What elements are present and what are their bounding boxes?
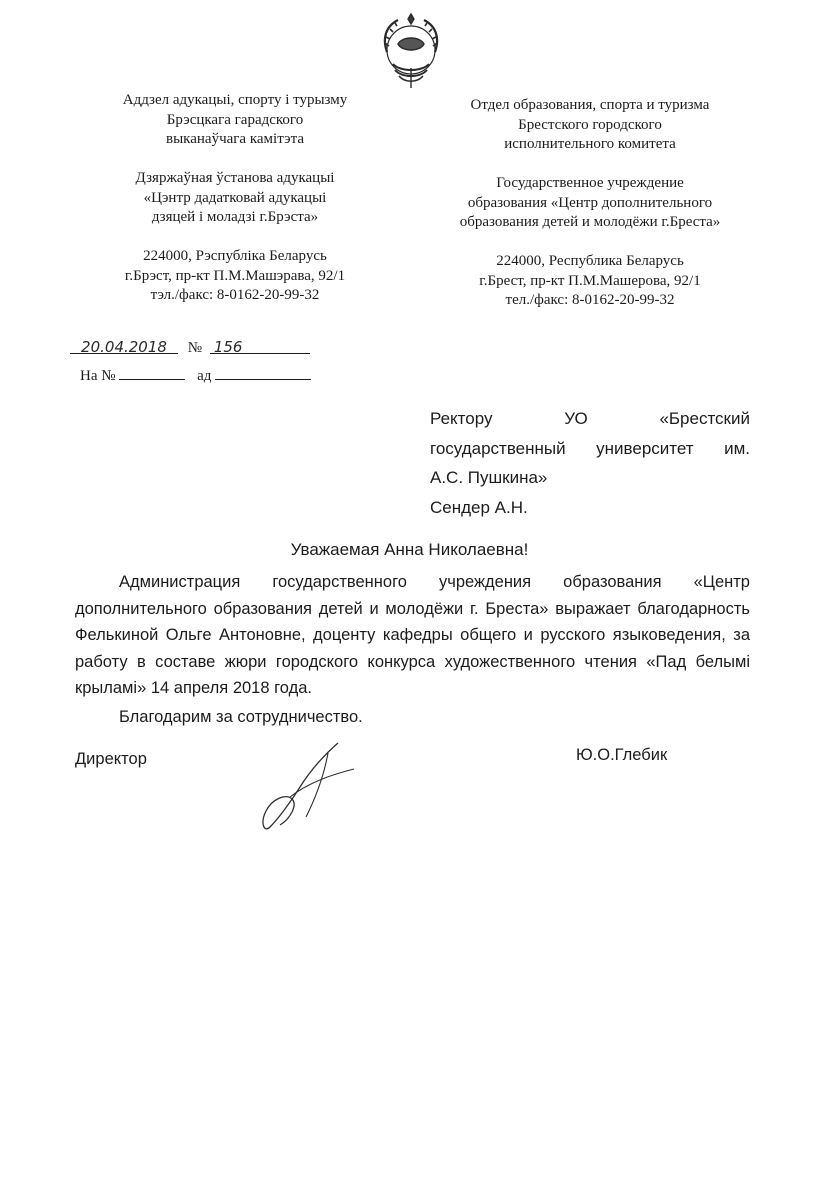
address-be	[70, 247, 400, 306]
institution-ru-line: образования детей и молодёжи г.Бреста»	[459, 214, 721, 230]
department-be	[70, 91, 400, 150]
header-belarusian	[70, 91, 400, 306]
recipient-name: Сендер А.Н.	[430, 497, 528, 517]
recipient-line	[430, 404, 750, 434]
address-ru	[410, 252, 770, 311]
address-ru-line: тел./факс: 8-0162-20-99-32	[505, 292, 675, 308]
registration-date: 20.04.2018	[81, 338, 167, 356]
institution-be-line: дзяцей і моладзі г.Брэста»	[151, 209, 319, 225]
letter-body	[75, 569, 750, 730]
reply-to-label: На №	[80, 368, 116, 384]
address-be-line: г.Брэст, пр-кт П.М.Машэрава, 92/1	[124, 267, 346, 284]
body-paragraph: Благодарим за сотрудничество.	[119, 707, 363, 726]
address-ru-line: 224000, Республика Беларусь	[496, 253, 684, 269]
institution-ru	[410, 174, 770, 233]
state-emblem-icon	[368, 8, 454, 94]
department-be-line: выканаўчага камітэта	[166, 131, 304, 147]
reply-reference-line	[70, 364, 311, 385]
signatory-title: Директор	[75, 750, 147, 768]
institution-be-line: «Цэнтр дадатковай адукацыі	[143, 189, 327, 206]
institution-be-line: Дзяржаўная ўстанова адукацыі	[135, 170, 335, 186]
department-ru	[410, 96, 770, 155]
recipient-block	[430, 404, 750, 522]
address-be-line: тэл./факс: 8-0162-20-99-32	[150, 287, 320, 303]
department-ru-line: Отдел образования, спорта и туризма	[470, 97, 710, 113]
department-be-line: Брэсцкага гарадского	[166, 111, 304, 128]
registration-date-field	[70, 338, 178, 354]
address-be-line: 224000, Рэспубліка Беларусь	[143, 248, 327, 264]
body-paragraph: Администрация государственного учреждения образования «Центр дополнительного образования детей и молодёжи г. Бреста» выражает благодарность Фелькиной Ольге Антоновне, доценту кафедры общего и русского языковедения, за работу в составе жюри городского конкурса художественного чтения «Пад белымі крыламі» 14 апреля 2018 года.	[75, 573, 750, 697]
registration-number: 156	[213, 338, 243, 356]
registration-number-field	[210, 338, 310, 354]
institution-be	[70, 169, 400, 228]
recipient-line: А.С. Пушкина»	[430, 468, 548, 487]
recipient-word: УО	[564, 409, 588, 428]
header-russian	[410, 96, 770, 311]
address-ru-line: г.Брест, пр-кт П.М.Машерова, 92/1	[479, 272, 701, 289]
recipient-word: Ректору	[430, 409, 493, 428]
institution-ru-line: образования «Центр дополнительного	[467, 194, 713, 211]
signatory-name: Ю.О.Глебик	[576, 746, 668, 764]
number-sign: №	[187, 340, 203, 356]
handwritten-signature-icon	[250, 735, 370, 835]
department-be-line: Аддзел адукацыі, спорту і турызму	[122, 92, 348, 108]
recipient-line: государственный университет им.	[430, 438, 750, 458]
recipient-word: «Брестский	[659, 409, 750, 428]
salutation: Уважаемая Анна Николаевна!	[290, 540, 529, 559]
reply-date-field	[215, 364, 311, 380]
from-label: ад	[197, 368, 212, 384]
reply-number-field	[119, 364, 185, 380]
department-ru-line: Брестского городского	[518, 116, 662, 133]
department-ru-line: исполнительного комитета	[504, 136, 676, 152]
institution-ru-line: Государственное учреждение	[496, 175, 684, 191]
registration-line	[70, 338, 310, 357]
